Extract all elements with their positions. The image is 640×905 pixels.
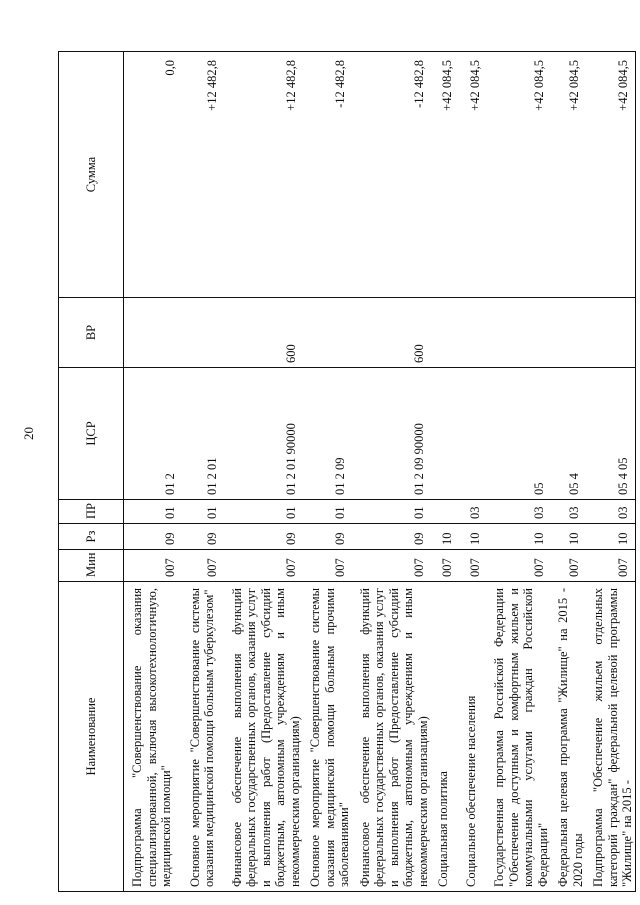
cell-pr: 01 xyxy=(302,500,352,524)
table-row xyxy=(182,52,224,892)
header-name: Наименование xyxy=(59,582,124,892)
rotated-page xyxy=(58,52,634,892)
cell-min: 007 xyxy=(585,550,635,582)
cell-vr xyxy=(430,298,458,368)
cell-rz: 09 xyxy=(124,524,182,550)
table-row xyxy=(302,52,352,892)
cell-min: 007 xyxy=(302,550,352,582)
cell-rz: 09 xyxy=(302,524,352,550)
cell-min: 007 xyxy=(182,550,224,582)
cell-sum: -12 482,8 xyxy=(352,52,431,298)
cell-rz: 10 xyxy=(458,524,486,550)
cell-pr: 01 xyxy=(224,500,303,524)
cell-csr: 01 2 09 90000 xyxy=(352,368,431,500)
cell-sum: +42 084,5 xyxy=(486,52,550,298)
header-row xyxy=(59,52,124,892)
cell-name: Государственная программа Российской Федерации "Обеспечение доступным и комфортным жильем и коммунальными услугами граждан Российской Федерации" xyxy=(486,582,550,892)
cell-vr xyxy=(124,298,182,368)
cell-pr: 01 xyxy=(352,500,431,524)
cell-name: Подпрограмма "Обеспечение жильем отдельных категорий граждан" федеральной целевой программы "Жилище" на 2015 - xyxy=(585,582,635,892)
table-row xyxy=(486,52,550,892)
cell-rz: 10 xyxy=(486,524,550,550)
cell-sum: +42 084,5 xyxy=(585,52,635,298)
cell-sum: +42 084,5 xyxy=(430,52,458,298)
table-row xyxy=(224,52,303,892)
cell-vr xyxy=(302,298,352,368)
cell-name: Финансовое обеспечение выполнения функций федеральных государственных органов, оказания услуг и выполнения работ (Предоставление субсидий бюджетным, автономным учреждениям и иным некоммерческим организациям) xyxy=(352,582,431,892)
table-row xyxy=(585,52,635,892)
cell-pr: 01 xyxy=(124,500,182,524)
cell-csr: 01 2 xyxy=(124,368,182,500)
cell-min: 007 xyxy=(550,550,585,582)
cell-min: 007 xyxy=(224,550,303,582)
cell-pr: 03 xyxy=(550,500,585,524)
budget-table xyxy=(58,51,636,892)
table-row xyxy=(352,52,431,892)
header-min: Мин xyxy=(59,550,124,582)
cell-sum: +12 482,8 xyxy=(224,52,303,298)
cell-name: Подпрограмма "Совершенствование оказания специализированной, включая высокотехнологичную, медицинской помощи" xyxy=(124,582,182,892)
cell-pr xyxy=(430,500,458,524)
cell-sum: -12 482,8 xyxy=(302,52,352,298)
header-rz: Рз xyxy=(59,524,124,550)
cell-name: Социальная политика xyxy=(430,582,458,892)
cell-vr: 600 xyxy=(224,298,303,368)
table-row xyxy=(124,52,182,892)
cell-min: 007 xyxy=(124,550,182,582)
table-row xyxy=(458,52,486,892)
cell-pr: 03 xyxy=(585,500,635,524)
cell-name: Федеральная целевая программа "Жилище" на 2015 - 2020 годы xyxy=(550,582,585,892)
cell-rz: 09 xyxy=(224,524,303,550)
cell-name: Социальное обеспечение населения xyxy=(458,582,486,892)
cell-name: Финансовое обеспечение выполнения функций федеральных государственных органов, оказания услуг и выполнения работ (Предоставление субсидий бюджетным, автономным учреждениям и иным некоммерческим организациям) xyxy=(224,582,303,892)
cell-name: Основное мероприятие "Совершенствование системы оказания медицинской помощи больным прочими заболеваниями" xyxy=(302,582,352,892)
cell-min: 007 xyxy=(458,550,486,582)
cell-sum: 0,0 xyxy=(124,52,182,298)
cell-min: 007 xyxy=(352,550,431,582)
cell-sum: +12 482,8 xyxy=(182,52,224,298)
header-sum: Сумма xyxy=(59,52,124,298)
cell-vr: 600 xyxy=(352,298,431,368)
cell-csr: 05 4 xyxy=(550,368,585,500)
cell-pr: 01 xyxy=(182,500,224,524)
table-row xyxy=(550,52,585,892)
cell-min: 007 xyxy=(430,550,458,582)
cell-pr: 03 xyxy=(486,500,550,524)
cell-rz: 09 xyxy=(182,524,224,550)
cell-vr xyxy=(182,298,224,368)
cell-rz: 10 xyxy=(430,524,458,550)
cell-csr xyxy=(430,368,458,500)
page-number: 20 xyxy=(21,427,36,440)
cell-csr: 05 xyxy=(486,368,550,500)
cell-sum: +42 084,5 xyxy=(550,52,585,298)
cell-csr: 01 2 01 90000 xyxy=(224,368,303,500)
cell-vr xyxy=(585,298,635,368)
header-csr: ЦСР xyxy=(59,368,124,500)
cell-csr xyxy=(458,368,486,500)
cell-sum: +42 084,5 xyxy=(458,52,486,298)
cell-vr xyxy=(550,298,585,368)
cell-rz: 10 xyxy=(585,524,635,550)
cell-csr: 01 2 01 xyxy=(182,368,224,500)
cell-name: Основное мероприятие "Совершенствование системы оказания медицинской помощи больным туберкулезом" xyxy=(182,582,224,892)
cell-min: 007 xyxy=(486,550,550,582)
cell-vr xyxy=(486,298,550,368)
header-vr: ВР xyxy=(59,298,124,368)
cell-rz: 10 xyxy=(550,524,585,550)
cell-csr: 05 4 05 xyxy=(585,368,635,500)
cell-rz: 09 xyxy=(352,524,431,550)
header-pr: ПР xyxy=(59,500,124,524)
table-row xyxy=(430,52,458,892)
cell-vr xyxy=(458,298,486,368)
cell-pr: 03 xyxy=(458,500,486,524)
cell-csr: 01 2 09 xyxy=(302,368,352,500)
